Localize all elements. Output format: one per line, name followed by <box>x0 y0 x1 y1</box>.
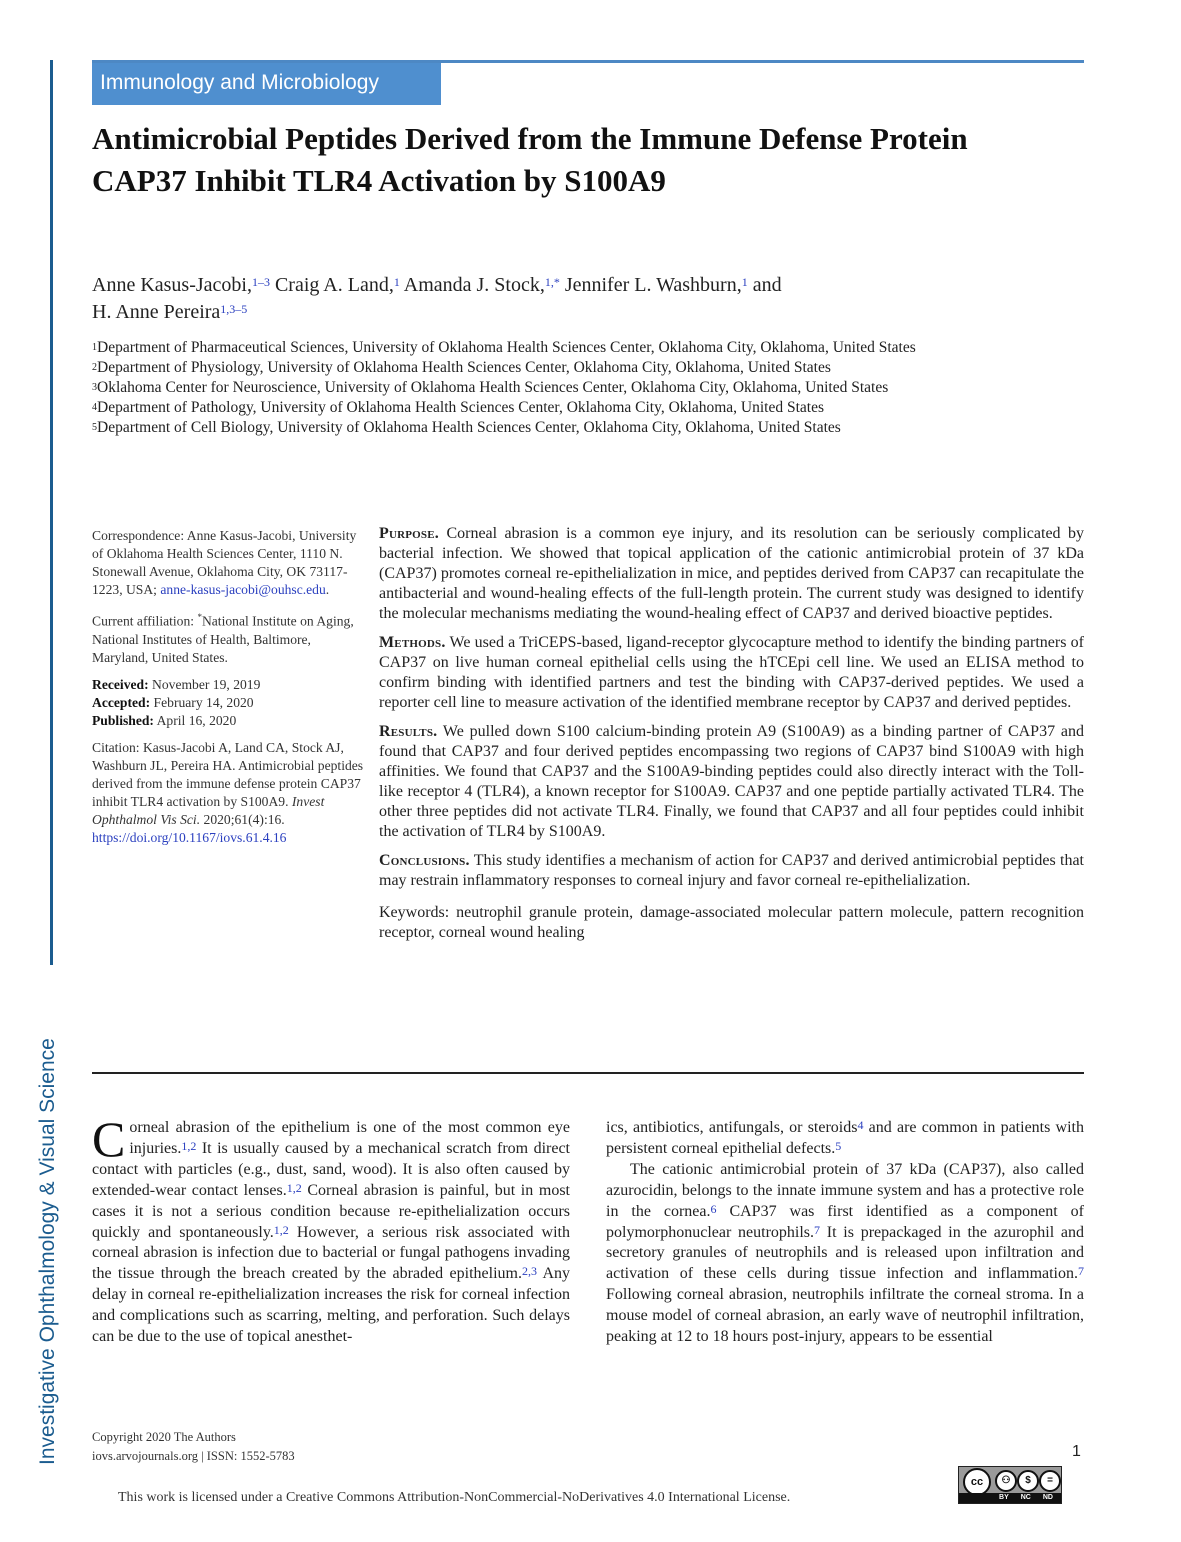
affiliation: $^4$Department of Pathology, University of Oklahoma Health Sciences Center, Oklahoma City, Oklahoma, United States <box>92 399 824 416</box>
author[interactable]: H. Anne Pereira$^{1,3-5}$ <box>92 301 248 323</box>
noncommercial-icon: $ <box>1017 1470 1039 1492</box>
body-column-left: Corneal abrasion of the epithelium is one of the most common eye injuries.$^{1,2}$ It is usually caused by a mechanical scratch from direct contact with particles (e.g., dust, sand, wood). It is also often caused by extended-wear contact lenses.$^{1,2}$ Corneal abrasion is painful, but in most cases it is not a serious condition because re-epithelialization occurs quickly and spontaneously.$^{1,2}$ However, a serious risk associated with corneal abrasion is infection due to bacterial or fungal pathogens invading the tissue through the breach created by the abraded epithelium.$^{2,3}$ Any delay in corneal re-epithelialization increases the risk for corneal infection and complications such as scarring, melting, and perforation. Such delays can be due to the use of topical anesthet- <box>92 1111 570 1346</box>
correspondence: Correspondence: Anne Kasus-Jacobi, University of Oklahoma Health Sciences Center, 1110 N. Stonewall Avenue, Oklahoma City, OK 73117-1223, USA; anne-kasus-jacobi@ouhsc.edu. <box>92 528 357 597</box>
affiliation: $^3$Oklahoma Center for Neuroscience, University of Oklahoma Health Sciences Center, Oklahoma City, Oklahoma, United States <box>92 379 889 396</box>
journal-side-rule <box>50 60 53 965</box>
citation-ref[interactable]: 6 <box>710 1201 717 1216</box>
page-number: 1 <box>1072 1443 1081 1460</box>
journal-side-title: Investigative Ophthalmology & Visual Science <box>36 1038 59 1465</box>
article-metadata <box>92 527 364 856</box>
citation-ref[interactable]: 1,2 <box>273 1222 289 1237</box>
affiliation: $^5$Department of Cell Biology, University of Oklahoma Health Sciences Center, Oklahoma City, Oklahoma, United States <box>92 419 841 436</box>
attribution-icon: ⚇ <box>995 1470 1017 1492</box>
author-conjunction: and <box>752 274 782 296</box>
citation-ref[interactable]: 5 <box>835 1138 842 1153</box>
citation-ref[interactable]: 7 <box>1078 1264 1084 1279</box>
noderivatives-icon: = <box>1039 1470 1061 1492</box>
body-column-right: ics, antibiotics, antifungals, or steroids$^4$ and are common in patients with persistent corneal epithelial defects.$^5$ The cationic antimicrobial protein of 37 kDa (CAP37), also called azurocidin, belongs to the innate immune system and has a protective role in the cornea.$^6$ CAP37 was first identified as a component of polymorphonuclear neutrophils.$^7$ It is prepackaged in the azurophil and secretory granules of neutrophils and is released upon infiltration and activation of these cells during tissue infection and inflammation.$^7$ Following corneal abrasion, neutrophils infiltrate the corneal stroma. In a mouse model of corneal abrasion, an early wave of neutrophil infiltration, peaking at 12 to 18 hours post-injury, appears to be essential <box>606 1118 1085 1346</box>
category-banner: Immunology and Microbiology <box>92 63 441 105</box>
journal-site: iovs.arvojournals.org | ISSN: 1552-5783 <box>92 1449 295 1463</box>
license-text: This work is licensed under a Creative Commons Attribution-NonCommercial-NoDerivatives 4.0 International License. <box>118 1490 791 1505</box>
email-link[interactable]: anne-kasus-jacobi@ouhsc.edu <box>160 582 326 597</box>
author[interactable]: Craig A. Land,$^1$ <box>274 274 400 296</box>
citation-ref[interactable]: 2,3 <box>521 1264 537 1279</box>
author[interactable]: Anne Kasus-Jacobi,$^{1-3}$ <box>92 274 270 296</box>
citation: Citation: Kasus-Jacobi A, Land CA, Stock AJ, Washburn JL, Pereira HA. Antimicrobial peptides derived from the immune defense protein CAP37 inhibit TLR4 activation by S100A9. Invest Ophthalmol Vis Sci. 2020;61(4):16. https://doi.org/10.1167/iovs.61.4.16 <box>92 739 364 845</box>
cc-icon: cc <box>963 1468 991 1496</box>
author[interactable]: Jennifer L. Washburn,$^1$ <box>564 274 748 296</box>
citation-ref[interactable]: 4 <box>857 1118 864 1132</box>
affiliation-list <box>92 338 1077 438</box>
article-title: Antimicrobial Peptides Derived from the Immune Defense Protein CAP37 Inhibit TLR4 Activation by S100A9 <box>92 121 968 198</box>
abstract-methods: Methods. We used a TriCEPS-based, ligand-receptor glycocapture method to identify the binding partners of CAP37 on live human corneal epithelial cells using the hTCEpi cell line. We used an ELISA method to confirm binding with identified partners and test the binding with CAP37-derived peptides. We used a reporter cell line to measure activation of the identified membrane receptor by CAP37 and derived peptides. <box>379 634 1084 711</box>
abstract-results: Results. We pulled down S100 calcium-binding protein A9 (S100A9) as a binding partner of CAP37 and found that CAP37 and four derived peptides encompassing two regions of CAP37 bind S100A9 with high affinities. We found that CAP37 and the S100A9-binding peptides could also directly interact with the Toll-like receptor 4 (TLR4), a known receptor for S100A9. CAP37 and one peptide partially activated TLR4. The other three peptides did not activate TLR4. Finally, we found that CAP37 and all four peptides could inhibit the activation of TLR4 by S100A9. <box>379 723 1084 840</box>
citation-ref[interactable]: 1,2 <box>286 1180 302 1195</box>
abstract-conclusions: Conclusions. This study identifies a mechanism of action for CAP37 and derived antimicrobial peptides that may restrain inflammatory responses to corneal injury and favor corneal re-epithelialization. <box>379 852 1084 889</box>
affiliation: $^1$Department of Pharmaceutical Sciences, University of Oklahoma Health Sciences Center, Oklahoma City, Oklahoma, United States <box>92 339 916 356</box>
citation-ref[interactable]: 1,2 <box>181 1138 197 1153</box>
author-list <box>92 272 1052 326</box>
keywords: Keywords: neutrophil granule protein, damage-associated molecular pattern molecule, pattern recognition receptor, corneal wound healing <box>379 904 1084 941</box>
footer-info <box>92 1428 295 1466</box>
creative-commons-badge[interactable] <box>958 1466 1062 1504</box>
published-date: April 16, 2020 <box>156 712 237 728</box>
received-date: November 19, 2019 <box>152 676 261 692</box>
drop-cap: C <box>92 1111 126 1167</box>
doi-link[interactable]: https://doi.org/10.1167/iovs.61.4.16 <box>92 829 287 845</box>
dates: Received: November 19, 2019 Accepted: February 14, 2020 Published: April 16, 2020 <box>92 676 261 728</box>
section-divider <box>92 1072 1084 1074</box>
abstract-purpose: Purpose. Corneal abrasion is a common eye injury, and its resolution can be seriously complicated by bacterial infection. We showed that topical application of the cationic antimicrobial protein of 37 kDa (CAP37) promotes corneal re-epithelialization in mice, and peptides derived from CAP37 can recapitulate the antibacterial and wound-healing effects of the full-length protein. The current study was designed to identify the molecular mechanisms mediating the wound-healing effect of CAP37 and derived bioactive peptides. <box>379 525 1084 622</box>
abstract <box>379 524 1084 952</box>
citation-ref[interactable]: 7 <box>814 1222 821 1237</box>
current-affiliation: Current affiliation: *National Institute on Aging, National Institutes of Health, Baltimore, Maryland, United States. <box>92 612 354 665</box>
affiliation: $^2$Department of Physiology, University of Oklahoma Health Sciences Center, Oklahoma City, Oklahoma, United States <box>92 359 831 376</box>
cc-labels: BY NC ND <box>959 1493 1061 1503</box>
accepted-date: February 14, 2020 <box>153 694 254 710</box>
copyright: Copyright 2020 The Authors <box>92 1430 236 1444</box>
author[interactable]: Amanda J. Stock,$^{1,*}$ <box>403 274 560 296</box>
